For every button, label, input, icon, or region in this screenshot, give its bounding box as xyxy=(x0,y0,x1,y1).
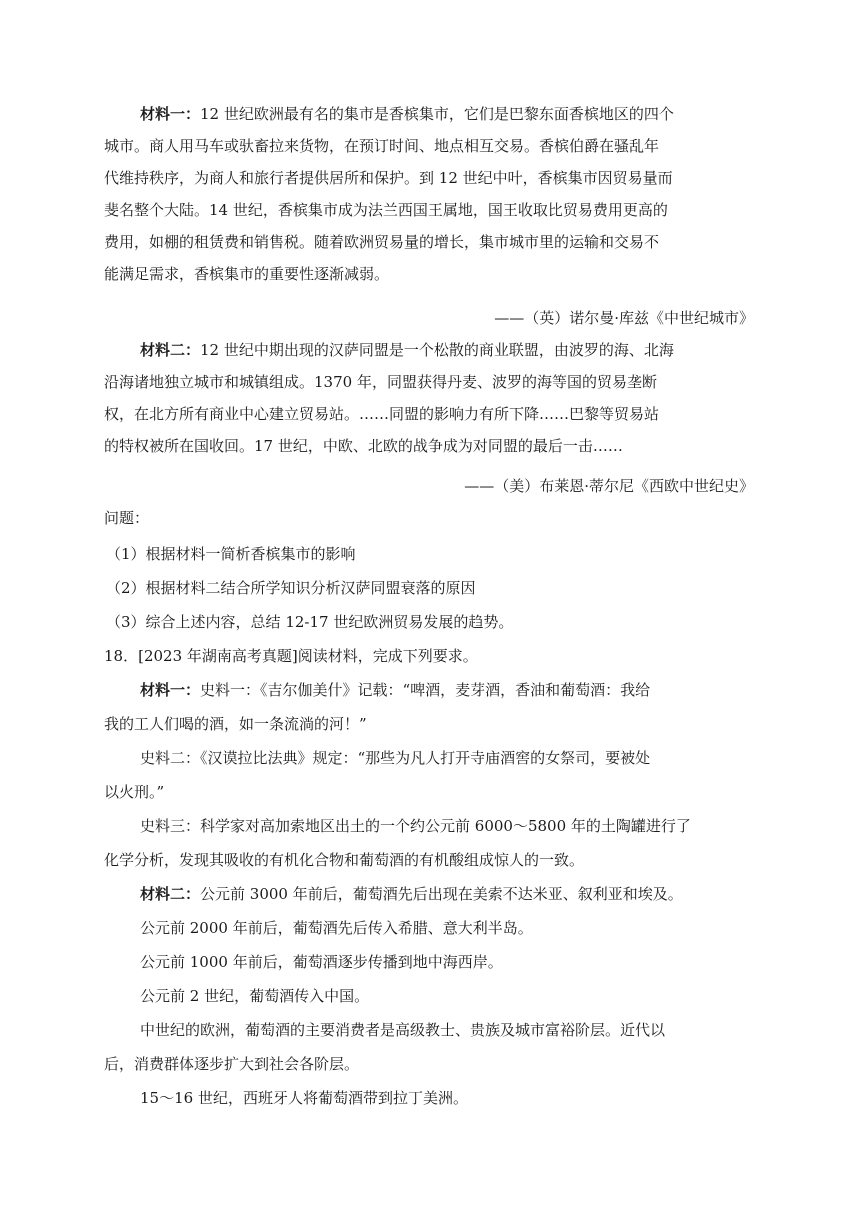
material-2-line-3: 权，在北方所有商业中心建立贸易站。……同盟的影响力有所下降……巴黎等贸易站 xyxy=(104,405,660,423)
b-material-2-para-5-line-2: 后，消费群体逐步扩大到社会各阶层。 xyxy=(104,1055,360,1073)
question-3: （3）综合上述内容，总结 12-17 世纪欧洲贸易发展的趋势。 xyxy=(106,613,514,631)
question-1: （1）根据材料一简析香槟集市的影响 xyxy=(106,545,356,563)
source-1-line-2: 我的工人们喝的酒，如一条流淌的河！” xyxy=(104,715,367,733)
material-1-line-3: 代维持秩序，为商人和旅行者提供居所和保护。到 12 世纪中叶，香槟集市因贸易量而 xyxy=(104,169,673,187)
material-2-source: ——（美）布莱恩·蒂尔尼《西欧中世纪史》 xyxy=(464,477,754,495)
source-1-text: 史料一：《吉尔伽美什》记载：“啤酒，麦芽酒，香油和葡萄酒：我给 xyxy=(200,681,651,699)
source-3-line-1: 史料三：科学家对高加索地区出土的一个约公元前 6000～5800 年的土陶罐进行了 xyxy=(140,817,691,835)
b-material-2-line-1 xyxy=(140,884,754,904)
source-2-line-2: 以火刑。” xyxy=(104,783,165,801)
questions-title: 问题： xyxy=(104,509,150,527)
source-3-line-2: 化学分析，发现其吸收的有机化合物和葡萄酒的有机酸组成惊人的一致。 xyxy=(104,851,585,869)
b-material-2-para-6: 15～16 世纪，西班牙人将葡萄酒带到拉丁美洲。 xyxy=(140,1089,468,1107)
material-2-line-2: 沿海诸地独立城市和城镇组成。1370 年，同盟获得丹麦、波罗的海等国的贸易垄断 xyxy=(104,373,657,391)
material-2-label: 材料二： xyxy=(140,341,201,359)
material-1-line-2: 城市。商人用马车或驮畜拉来货物，在预订时间、地点相互交易。香槟伯爵在骚乱年 xyxy=(104,137,660,155)
b-material-2-label: 材料二： xyxy=(140,885,201,903)
material-1-line-6: 能满足需求，香槟集市的重要性逐渐减弱。 xyxy=(104,265,390,283)
material-1-line-4: 斐名整个大陆。14 世纪，香槟集市成为法兰西国王属地，国王收取比贸易费用更高的 xyxy=(104,201,668,219)
question-2: （2）根据材料二结合所学知识分析汉萨同盟衰落的原因 xyxy=(106,579,476,597)
b-material-1-label: 材料一： xyxy=(140,681,201,699)
material-2-text: 12 世纪中期出现的汉萨同盟是一个松散的商业联盟，由波罗的海、北海 xyxy=(200,341,674,359)
material-1-text: 12 世纪欧洲最有名的集市是香槟集市，它们是巴黎东面香槟地区的四个 xyxy=(200,105,674,123)
material-1-line-1 xyxy=(140,104,754,124)
b-material-2-para-5-line-1: 中世纪的欧洲，葡萄酒的主要消费者是高级教士、贵族及城市富裕阶层。近代以 xyxy=(140,1021,666,1039)
b-material-2-para-3: 公元前 1000 年前后，葡萄酒逐步传播到地中海西岸。 xyxy=(140,953,503,971)
b-material-2-para-4: 公元前 2 世纪，葡萄酒传入中国。 xyxy=(140,987,370,1005)
question-18-title: 18．[2023 年湖南高考真题]阅读材料，完成下列要求。 xyxy=(104,647,478,665)
b-material-2-para-2: 公元前 2000 年前后，葡萄酒先后传入希腊、意大利半岛。 xyxy=(140,919,533,937)
b-material-2-text: 公元前 3000 年前后，葡萄酒先后出现在美索不达米亚、叙利亚和埃及。 xyxy=(200,885,683,903)
material-2-line-4: 的特权被所在国收回。17 世纪，中欧、北欧的战争成为对同盟的最后一击…… xyxy=(104,437,623,455)
b-material-1-line-1 xyxy=(140,680,754,700)
source-2-line-1: 史料二：《汉谟拉比法典》规定：“那些为凡人打开寺庙酒窖的女祭司，要被处 xyxy=(140,749,651,767)
material-1-label: 材料一： xyxy=(140,105,201,123)
material-1-source: ——（英）诺尔曼·库兹《中世纪城市》 xyxy=(494,309,754,327)
material-2-line-1 xyxy=(140,340,754,360)
material-1-line-5: 费用，如棚的租赁费和销售税。随着欧洲贸易量的增长，集市城市里的运输和交易不 xyxy=(104,233,660,251)
